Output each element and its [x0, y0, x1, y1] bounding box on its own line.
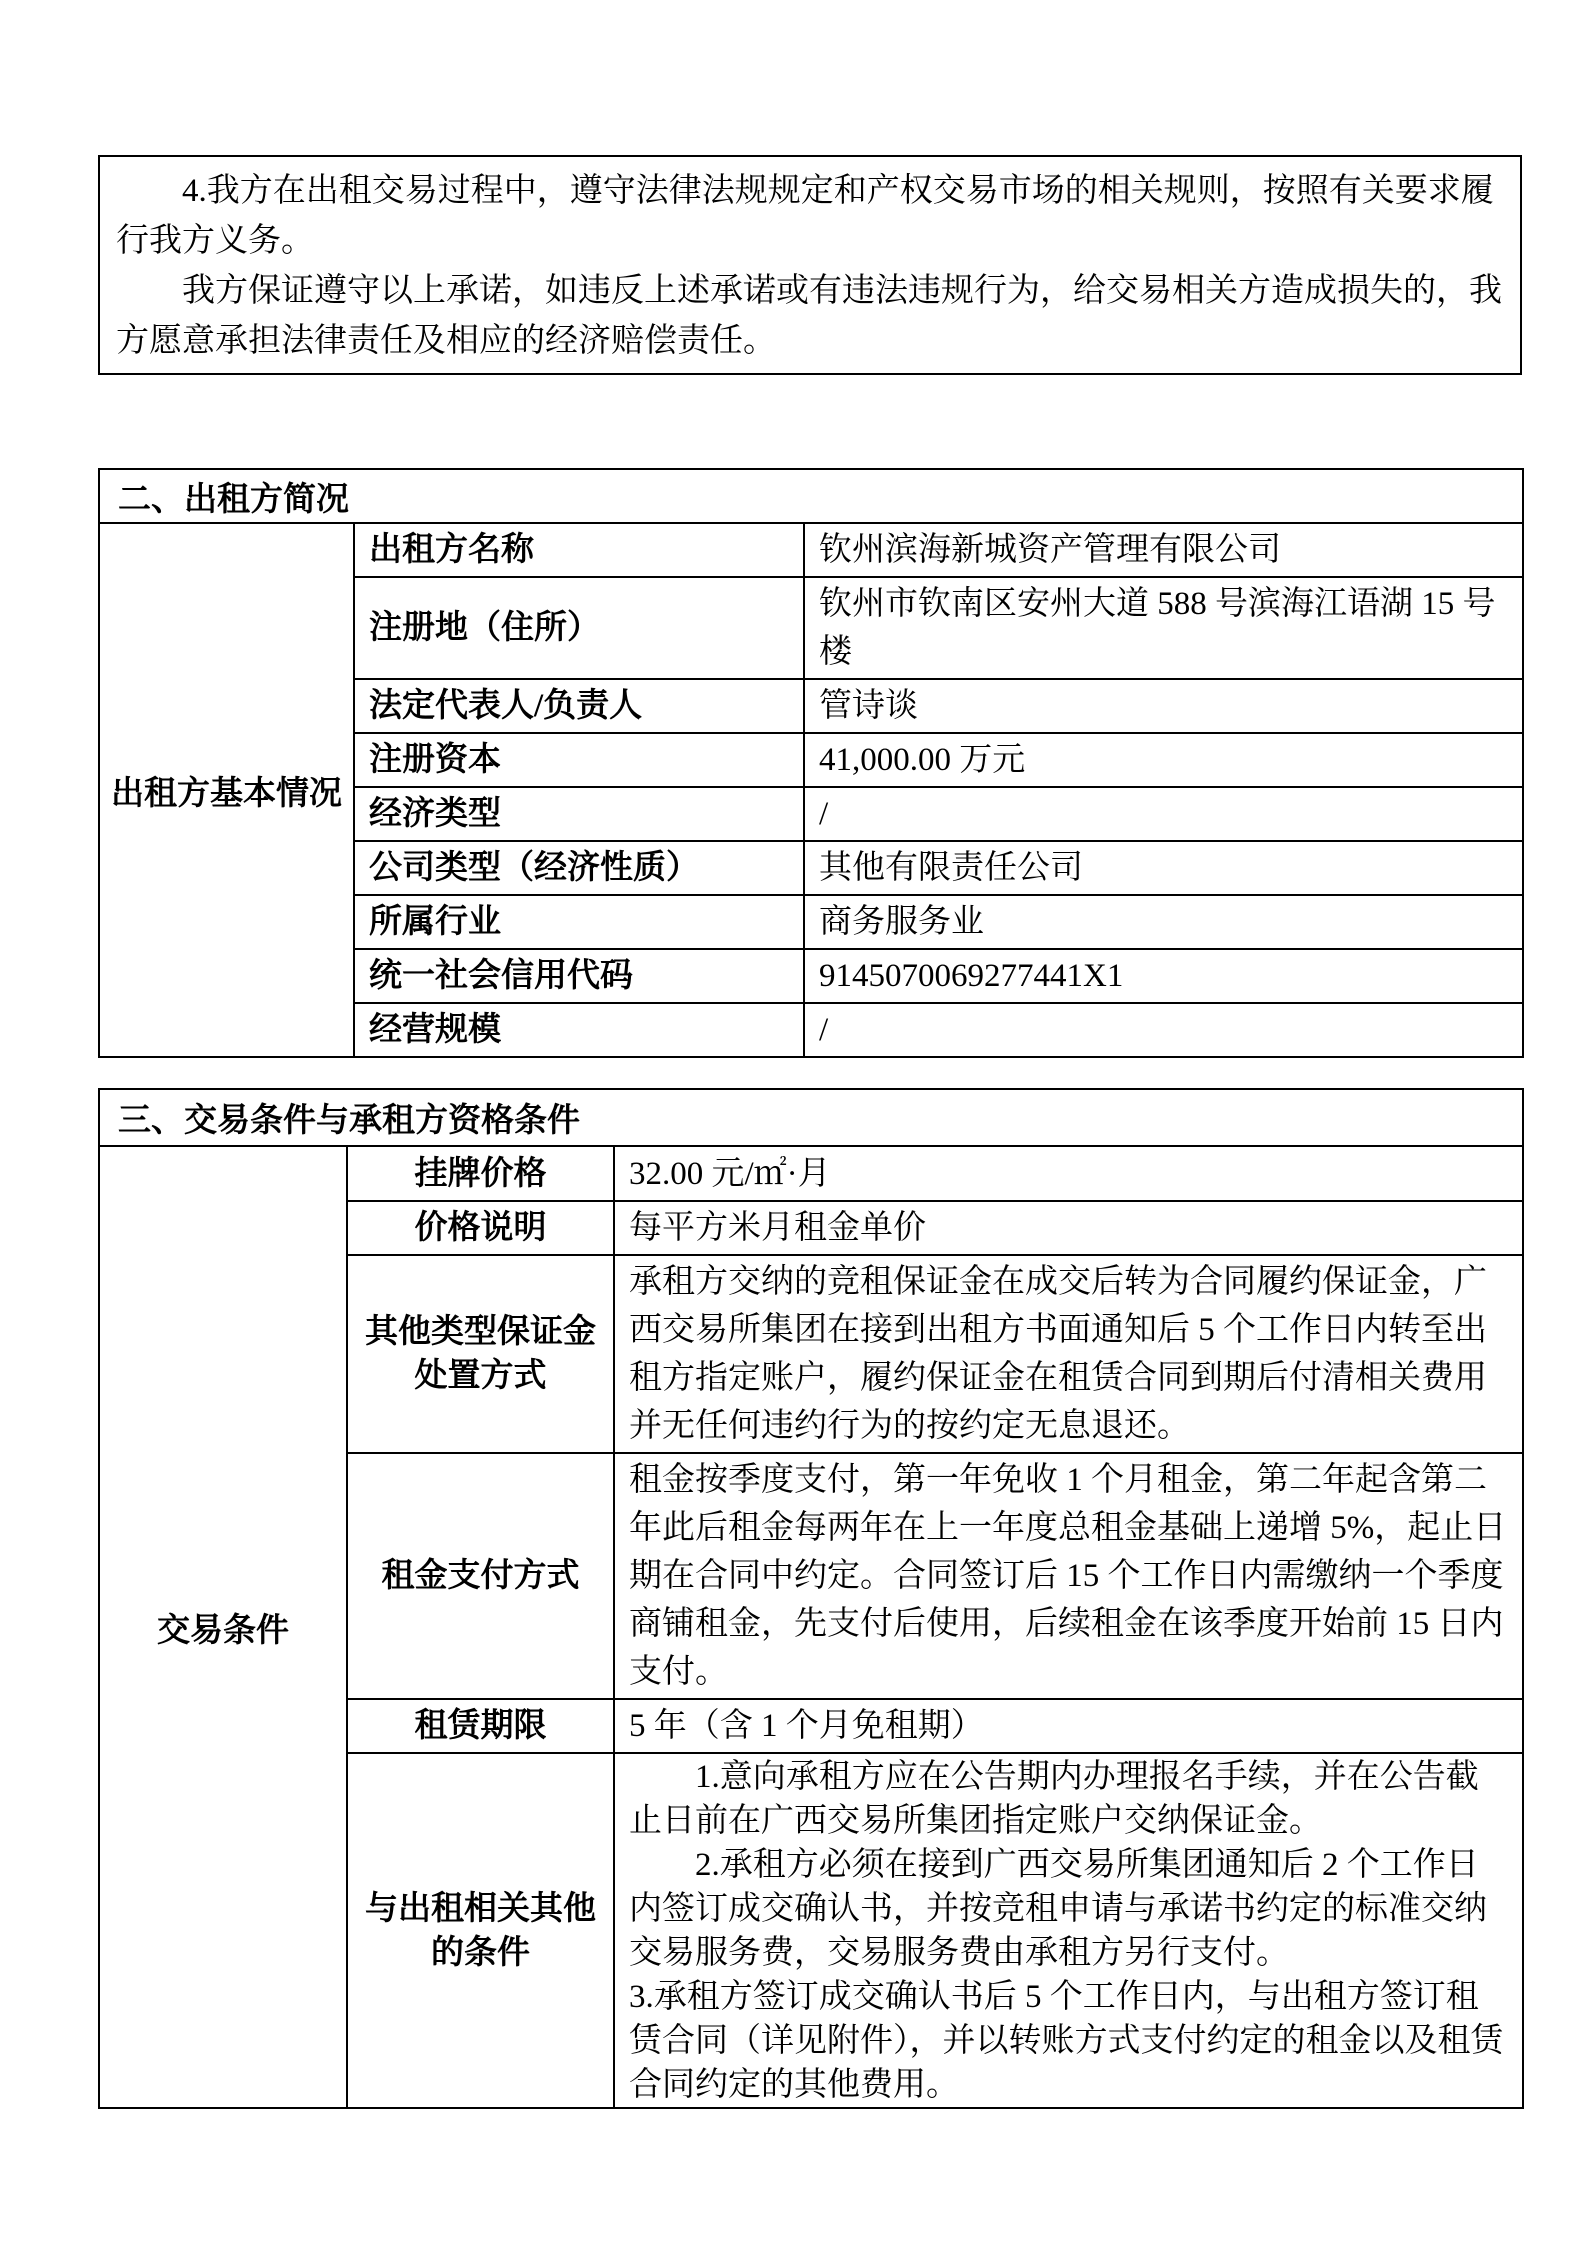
field-value-listing-price: 32.00 元/㎡·月	[614, 1146, 1523, 1201]
other-conditions-item-2: 2.承租方必须在接到广西交易所集团通知后 2 个工作日内签订成交确认书，并按竞租申请与承诺书约定的标准交纳交易服务费，交易服务费由承租方另行支付。	[629, 1846, 1487, 1971]
field-value-lease-term: 5 年（含 1 个月免租期）	[614, 1699, 1523, 1753]
field-value-registered-capital: 41,000.00 万元	[804, 733, 1523, 787]
field-value-economic-type: /	[804, 787, 1523, 841]
field-label-industry: 所属行业	[354, 895, 804, 949]
field-label-other-conditions: 与出租相关其他的条件	[347, 1753, 614, 2108]
field-value-lessor-name: 钦州滨海新城资产管理有限公司	[804, 523, 1523, 577]
field-value-industry: 商务服务业	[804, 895, 1523, 949]
field-value-business-scale: /	[804, 1003, 1523, 1057]
field-label-deposit-disposal: 其他类型保证金处置方式	[347, 1255, 614, 1453]
field-value-legal-representative: 管诗谈	[804, 679, 1523, 733]
field-label-company-type: 公司类型（经济性质）	[354, 841, 804, 895]
field-value-rent-payment: 租金按季度支付，第一年免收 1 个月租金，第二年起含第二年此后租金每两年在上一年度总租金基础上递增 5%，起止日期在合同中约定。合同签订后 15 个工作日内需缴纳一个季度商铺租金，先支付后使用，后续租金在该季度开始前 15 日内支付。	[614, 1453, 1523, 1699]
field-label-listing-price: 挂牌价格	[347, 1146, 614, 1201]
field-value-other-conditions	[614, 1753, 1523, 2108]
field-label-rent-payment: 租金支付方式	[347, 1453, 614, 1699]
field-value-deposit-disposal: 承租方交纳的竞租保证金在成交后转为合同履约保证金，广西交易所集团在接到出租方书面通知后 5 个工作日内转至出租方指定账户，履约保证金在租赁合同到期后付清相关费用并无任何违约行为的按约定无息退还。	[614, 1255, 1523, 1453]
field-label-price-note: 价格说明	[347, 1201, 614, 1255]
conditions-group-label: 交易条件	[99, 1146, 347, 2108]
conditions-table	[98, 1088, 1524, 2109]
field-value-company-type: 其他有限责任公司	[804, 841, 1523, 895]
lessor-section-title: 二、出租方简况	[99, 469, 1523, 523]
field-label-business-scale: 经营规模	[354, 1003, 804, 1057]
other-conditions-item-1: 1.意向承租方应在公告期内办理报名手续，并在公告截止日前在广西交易所集团指定账户交纳保证金。	[629, 1758, 1479, 1839]
field-value-credit-code: 9145070069277441X1	[804, 949, 1523, 1003]
conditions-section-title: 三、交易条件与承租方资格条件	[99, 1089, 1523, 1146]
commitment-paragraph-1: 4.我方在出租交易过程中，遵守法律法规规定和产权交易市场的相关规则，按照有关要求履行我方义务。	[116, 173, 1494, 259]
commitment-paragraph-2: 我方保证遵守以上承诺，如违反上述承诺或有违法违规行为，给交易相关方造成损失的，我方愿意承担法律责任及相应的经济赔偿责任。	[116, 273, 1502, 359]
other-conditions-item-3: 3.承租方签订成交确认书后 5 个工作日内，与出租方签订租赁合同（详见附件），并以转账方式支付约定的租金以及租赁合同约定的其他费用。	[629, 1978, 1504, 2103]
commitment-box	[98, 155, 1522, 375]
field-value-price-note: 每平方米月租金单价	[614, 1201, 1523, 1255]
field-label-legal-representative: 法定代表人/负责人	[354, 679, 804, 733]
lessor-group-label: 出租方基本情况	[99, 523, 354, 1057]
field-label-registered-capital: 注册资本	[354, 733, 804, 787]
field-label-credit-code: 统一社会信用代码	[354, 949, 804, 1003]
field-label-lessor-name: 出租方名称	[354, 523, 804, 577]
field-label-registered-address: 注册地（住所）	[354, 577, 804, 679]
lessor-profile-table	[98, 468, 1524, 1058]
field-label-economic-type: 经济类型	[354, 787, 804, 841]
field-label-lease-term: 租赁期限	[347, 1699, 614, 1753]
field-value-registered-address: 钦州市钦南区安州大道 588 号滨海江语湖 15 号楼	[804, 577, 1523, 679]
